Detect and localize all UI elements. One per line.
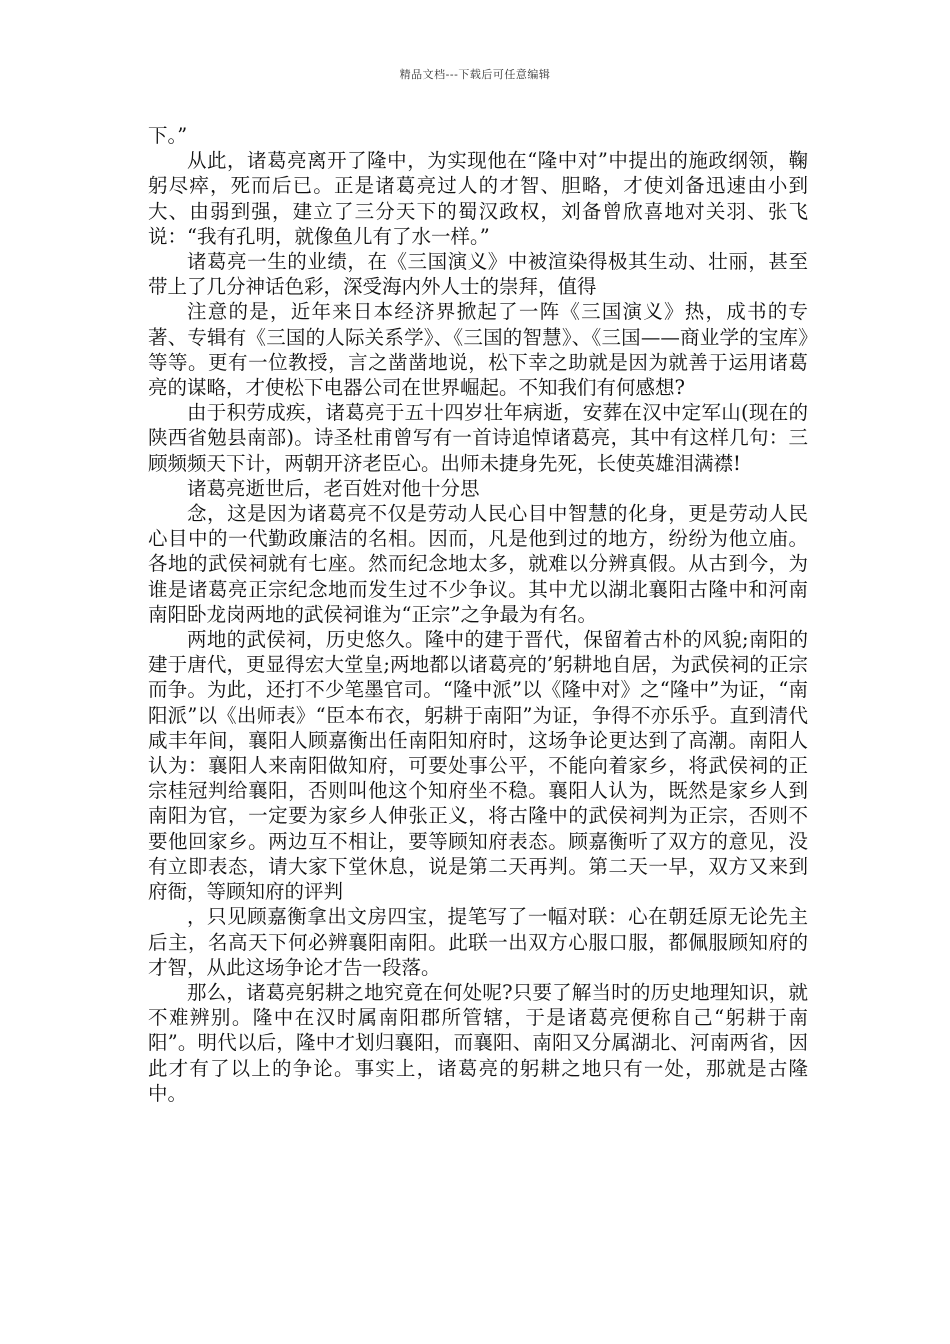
document-body: [148, 123, 808, 1106]
paragraph: 由于积劳成疾，诸葛亮于五十四岁壮年病逝，安葬在汉中定军山(现在的陕西省勉县南部)。诗圣杜甫曾写有一首诗追悼诸葛亮，其中有这样几句：三顾频频天下计，两朝开济老臣心。出师未捷身先死，长使英雄泪满襟!: [148, 401, 808, 475]
paragraph: ，只见顾嘉衡拿出文房四宝，提笔写了一幅对联：心在朝廷原无论先主后主，名高天下何必辨襄阳南阳。此联一出双方心服口服，都佩服顾知府的才智，从此这场争论才告一段落。: [148, 905, 808, 979]
paragraph: 注意的是，近年来日本经济界掀起了一阵《三国演义》热，成书的专著、专辑有《三国的人际关系学》、《三国的智慧》、《三国——商业学的宝库》等等。更有一位教授，言之凿凿地说，松下幸之助就是因为就善于运用诸葛亮的谋略，才使松下电器公司在世界崛起。不知我们有何感想?: [148, 300, 808, 400]
paragraph: 下。”: [148, 124, 188, 147]
page-header: 精品文档---下载后可任意编辑: [399, 68, 551, 81]
paragraph: 诸葛亮一生的业绩，在《三国演义》中被渲染得极其生动、壮丽，甚至带上了几分神话色彩，深受海内外人士的崇拜，值得: [148, 250, 808, 299]
paragraph: 诸葛亮逝世后，老百姓对他十分思: [187, 476, 480, 500]
paragraph: 那么，诸葛亮躬耕之地究竟在何处呢?只要了解当时的历史地理知识，就不难辨别。隆中在汉时属南阳郡所管辖，于是诸葛亮便称自己“躬耕于南阳”。明代以后，隆中才划归襄阳，而襄阳、南阳又分属湖北、河南两省，因此才有了以上的争论。事实上，诸葛亮的躬耕之地只有一处，那就是古隆中。: [148, 980, 808, 1105]
paragraph: 念，这是因为诸葛亮不仅是劳动人民心目中智慧的化身，更是劳动人民心目中的一代勤政廉洁的名相。因而，凡是他到过的地方，纷纷为他立庙。各地的武侯祠就有七座。然而纪念地太多，就难以分辨真假。从古到今，为谁是诸葛亮正宗纪念地而发生过不少争议。其中尤以湖北襄阳古隆中和河南南阳卧龙岗两地的武侯祠谁为“正宗”之争最为有名。: [148, 502, 808, 626]
paragraph: 从此，诸葛亮离开了隆中，为实现他在“隆中对”中提出的施政纲领，鞠躬尽瘁，死而后已。正是诸葛亮过人的才智、胆略，才使刘备迅速由小到大、由弱到强，建立了三分天下的蜀汉政权，刘备曾欣喜地对关羽、张飞说：“我有孔明，就像鱼儿有了水一样。”: [148, 149, 808, 248]
paragraph: 两地的武侯祠，历史悠久。隆中的建于晋代，保留着古朴的风貌;南阳的建于唐代，更显得宏大堂皇;两地都以诸葛亮的’躬耕地自居，为武侯祠的正宗而争。为此，还打不少笔墨官司。“隆中派”以《隆中对》之“隆中”为证，“南阳派”以《出师表》“臣本布衣，躬耕于南阳”为证，争得不亦乐乎。直到清代咸丰年间，襄阳人顾嘉衡出任南阳知府时，这场争论更达到了高潮。南阳人认为：襄阳人来南阳做知府，可要处事公平，不能向着家乡，将武侯祠的正宗桂冠判给襄阳，否则叫他这个知府坐不稳。襄阳人认为，既然是家乡人到南阳为官，一定要为家乡人伸张正义，将古隆中的武侯祠判为正宗，否则不要他回家乡。两边互不相让，要等顾知府表态。顾嘉衡听了双方的意见，没有立即表态，请大家下堂休息，说是第二天再判。第二天一早，双方又来到府衙，等顾知府的评判: [148, 628, 808, 904]
